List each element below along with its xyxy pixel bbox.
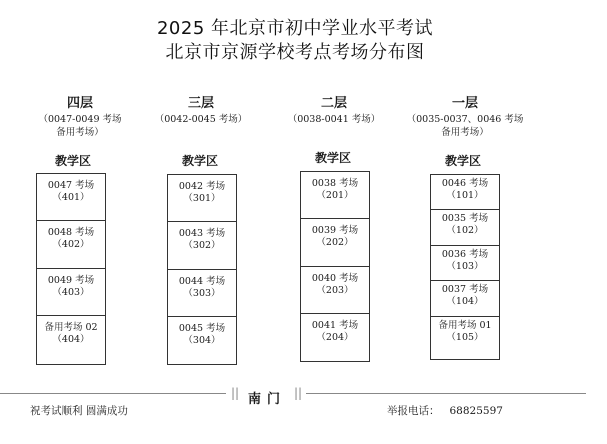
hotline-number: 68825597 [449, 405, 503, 417]
room-cell [431, 175, 499, 210]
room-cell [168, 270, 236, 317]
room-cell [301, 172, 369, 219]
room-cell [37, 174, 105, 221]
room-code: 备用考场 02 [44, 322, 98, 333]
room-number: （203） [316, 285, 354, 296]
room-code: 0040 考场 [311, 273, 359, 284]
room-number: （402） [52, 239, 90, 250]
floor-rooms-line2: 备用考场） [441, 127, 489, 138]
floor-1-header [395, 95, 535, 139]
room-cell [301, 219, 369, 267]
floor-name: 一层 [451, 96, 478, 111]
floor-rooms-line1: （0047-0049 考场 [38, 114, 122, 125]
room-cell [431, 210, 499, 246]
room-code: 0035 考场 [441, 213, 489, 224]
room-number: （302） [183, 240, 221, 251]
room-code: 0045 考场 [178, 323, 226, 334]
floor-rooms-line1: （0038-0041 考场） [287, 114, 381, 125]
floor-rooms-line1: （0035-0037、0046 考场 [406, 114, 524, 125]
room-code: 0044 考场 [178, 276, 226, 287]
floor-3-column [167, 174, 237, 365]
room-number: （102） [446, 225, 484, 236]
floor-rooms-line1: （0042-0045 考场） [154, 114, 248, 125]
room-cell [168, 317, 236, 362]
room-code: 0039 考场 [311, 225, 359, 236]
floor-1-column [430, 174, 500, 360]
room-cell [37, 316, 105, 362]
room-code: 0041 考场 [311, 320, 359, 331]
room-code: 0038 考场 [311, 178, 359, 189]
room-number: （105） [446, 332, 484, 343]
room-cell [431, 317, 499, 357]
room-number: （301） [183, 193, 221, 204]
gate-line-right [306, 393, 586, 394]
room-number: （104） [446, 296, 484, 307]
room-cell [301, 314, 369, 359]
floor-3-area-label: 教学区 [181, 154, 218, 168]
room-code: 0036 考场 [441, 249, 489, 260]
gate-bar-left: || [231, 386, 240, 400]
room-cell [431, 281, 499, 317]
floor-4-column [36, 173, 106, 365]
south-gate-label: 南门 [247, 392, 286, 407]
room-number: （401） [52, 192, 90, 203]
floor-name: 三层 [187, 96, 214, 111]
title-line-2: 北京市京源学校考点考场分布图 [165, 42, 425, 63]
room-number: （103） [446, 261, 484, 272]
hotline-label: 举报电话： [387, 405, 440, 417]
room-number: （202） [316, 237, 354, 248]
room-cell [37, 269, 105, 316]
gate-line-left [0, 393, 226, 394]
room-number: （304） [183, 335, 221, 346]
room-code: 备用考场 01 [438, 320, 492, 331]
floor-4-header [10, 95, 150, 139]
room-number: （101） [446, 190, 484, 201]
footer-hotline [387, 403, 503, 418]
room-number: （303） [183, 288, 221, 299]
room-cell [168, 222, 236, 270]
room-cell [168, 175, 236, 222]
room-code: 0043 考场 [178, 228, 226, 239]
room-code: 0049 考场 [47, 275, 95, 286]
floor-2-column [300, 171, 370, 362]
room-code: 0046 考场 [441, 178, 489, 189]
room-number: （403） [52, 287, 90, 298]
floor-3-header [131, 95, 271, 126]
room-number: （404） [52, 334, 90, 345]
floor-2-area-label: 教学区 [314, 151, 351, 165]
room-code: 0042 考场 [178, 181, 226, 192]
gate-bar-right: || [294, 386, 303, 400]
footer-wish: 祝考试顺利 圆满成功 [30, 405, 128, 417]
room-code: 0037 考场 [441, 284, 489, 295]
floor-4-area-label: 教学区 [54, 154, 91, 168]
room-cell [431, 246, 499, 281]
room-number: （204） [316, 332, 354, 343]
floor-name: 二层 [320, 96, 347, 111]
room-number: （201） [316, 190, 354, 201]
room-code: 0048 考场 [47, 227, 95, 238]
floor-rooms-line2: 备用考场） [56, 127, 104, 138]
floor-name: 四层 [66, 96, 93, 111]
title-line-1: 2025 年北京市初中学业水平考试 [156, 18, 434, 39]
room-cell [301, 267, 369, 314]
floor-2-header [264, 95, 404, 126]
floor-1-area-label: 教学区 [444, 154, 481, 168]
room-code: 0047 考场 [47, 180, 95, 191]
room-cell [37, 221, 105, 269]
